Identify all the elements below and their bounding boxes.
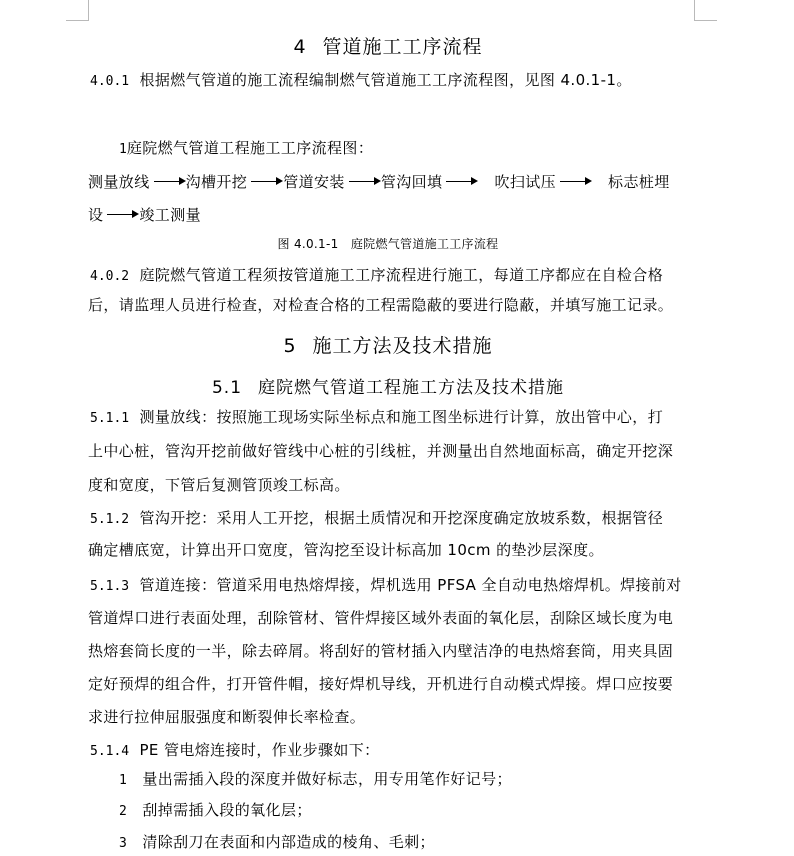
paragraph-4-0-1	[90, 70, 632, 92]
paragraph-5-1-1-line-3: 度和宽度，下管后复测管顶竣工标高。	[88, 476, 350, 494]
paragraph-5-1-3-line-1	[90, 575, 682, 597]
clause-text: PE 管电熔连接时，作业步骤如下：	[139, 741, 380, 759]
paragraph-5-1-2-line-2: 确定槽底宽，计算出开口宽度，管沟挖至设计标高加 10cm 的垫沙层深度。	[88, 541, 604, 559]
section-title: 管道施工工序流程	[322, 36, 483, 58]
clause-id: 4.0.2	[90, 269, 130, 284]
list-text: 清除刮刀在表面和内部造成的棱角、毛刺；	[142, 833, 435, 851]
flow-title-text: 庭院燃气管道工程施工工序流程图：	[126, 139, 374, 157]
right-arrow-icon	[349, 181, 379, 182]
section-title: 施工方法及技术措施	[312, 335, 493, 357]
paragraph-4-0-2-line-2: 后，请监理人员进行检查，对检查合格的工程需隐蔽的要进行隐蔽，并填写施工记录。	[88, 296, 674, 314]
flow-title-number: 1	[119, 142, 127, 157]
figure-caption: 图 4.0.1-1 庭院燃气管道施工工序流程	[277, 237, 499, 251]
clause-id: 5.1.2	[90, 512, 130, 527]
list-number: 3	[119, 836, 127, 851]
flow-row-1	[88, 171, 670, 192]
flow-step: 标志桩埋	[608, 173, 670, 191]
subsection-title: 庭院燃气管道工程施工方法及技术措施	[258, 378, 565, 398]
clause-id: 5.1.1	[90, 411, 130, 426]
clause-text: 测量放线：按照施工现场实际坐标点和施工图坐标进行计算，放出管中心，打	[139, 408, 664, 426]
paragraph-5-1-4	[90, 740, 380, 762]
section-number: 5	[283, 335, 297, 357]
paragraph-5-1-3-line-3: 热熔套筒长度的一半，除去碎屑。将刮好的管材插入内壁洁净的电热熔套筒，用夹具固	[88, 642, 674, 660]
list-number: 2	[119, 804, 127, 819]
flow-row-2	[88, 204, 201, 225]
right-arrow-icon	[446, 181, 476, 182]
section-4-heading	[0, 32, 776, 59]
paragraph-5-1-3-line-2: 管道焊口进行表面处理，刮除管材、管件焊接区域外表面的氧化层，刮除区域长度为电	[88, 609, 674, 627]
section-number: 4	[293, 36, 307, 58]
right-arrow-icon	[107, 214, 137, 215]
flow-step: 沟槽开挖	[185, 173, 248, 191]
flow-chart-title	[119, 138, 373, 160]
page-corner-mark	[694, 0, 717, 21]
subsection-5-1-heading	[0, 373, 776, 398]
paragraph-4-0-2-line-1	[90, 265, 663, 287]
flow-step: 设	[88, 206, 104, 224]
paragraph-5-1-1-line-2: 上中心桩，管沟开挖前做好管线中心桩的引线桩，并测量出自然地面标高，确定开挖深	[88, 442, 674, 460]
list-text: 量出需插入段的深度并做好标志，用专用笔作好记号；	[142, 770, 512, 788]
clause-text: 庭院燃气管道工程须按管道施工工序流程进行施工，每道工序都应在自检合格	[139, 266, 664, 284]
clause-text: 管道连接：管道采用电热熔焊接，焊机选用 PFSA 全自动电热熔焊机。焊接前对	[139, 576, 682, 594]
flow-step: 测量放线	[88, 173, 150, 191]
list-text: 刮掉需插入段的氧化层；	[142, 801, 312, 819]
clause-id: 4.0.1	[90, 74, 130, 89]
clause-id: 5.1.3	[90, 579, 130, 594]
page-corner-mark	[66, 0, 89, 21]
flow-step: 管沟回填	[380, 173, 443, 191]
list-number: 1	[119, 773, 127, 788]
list-item	[119, 800, 312, 822]
clause-id: 5.1.4	[90, 744, 130, 759]
clause-text: 管沟开挖：采用人工开挖，根据土质情况和开挖深度确定放坡系数，根据管径	[139, 509, 664, 527]
flow-step: 竣工测量	[139, 206, 202, 224]
paragraph-5-1-1-line-1	[90, 407, 663, 429]
flow-step: 管道安装	[283, 173, 345, 191]
flow-step: 吹扫试压	[494, 173, 557, 191]
paragraph-5-1-2-line-1	[90, 508, 663, 530]
list-item	[119, 832, 435, 854]
right-arrow-icon	[154, 181, 184, 182]
right-arrow-icon	[560, 181, 590, 182]
list-item	[119, 769, 512, 791]
paragraph-5-1-3-line-5: 求进行拉伸屈服强度和断裂伸长率检查。	[88, 708, 366, 726]
section-5-heading	[0, 331, 776, 358]
paragraph-5-1-3-line-4: 定好预焊的组合件，打开管件帽，接好焊机导线，开机进行自动模式焊接。焊口应按要	[88, 675, 674, 693]
right-arrow-icon	[251, 181, 281, 182]
clause-text: 根据燃气管道的施工流程编制燃气管道施工工序流程图，见图 4.0.1-1。	[139, 71, 632, 89]
subsection-number: 5.1	[211, 378, 243, 398]
